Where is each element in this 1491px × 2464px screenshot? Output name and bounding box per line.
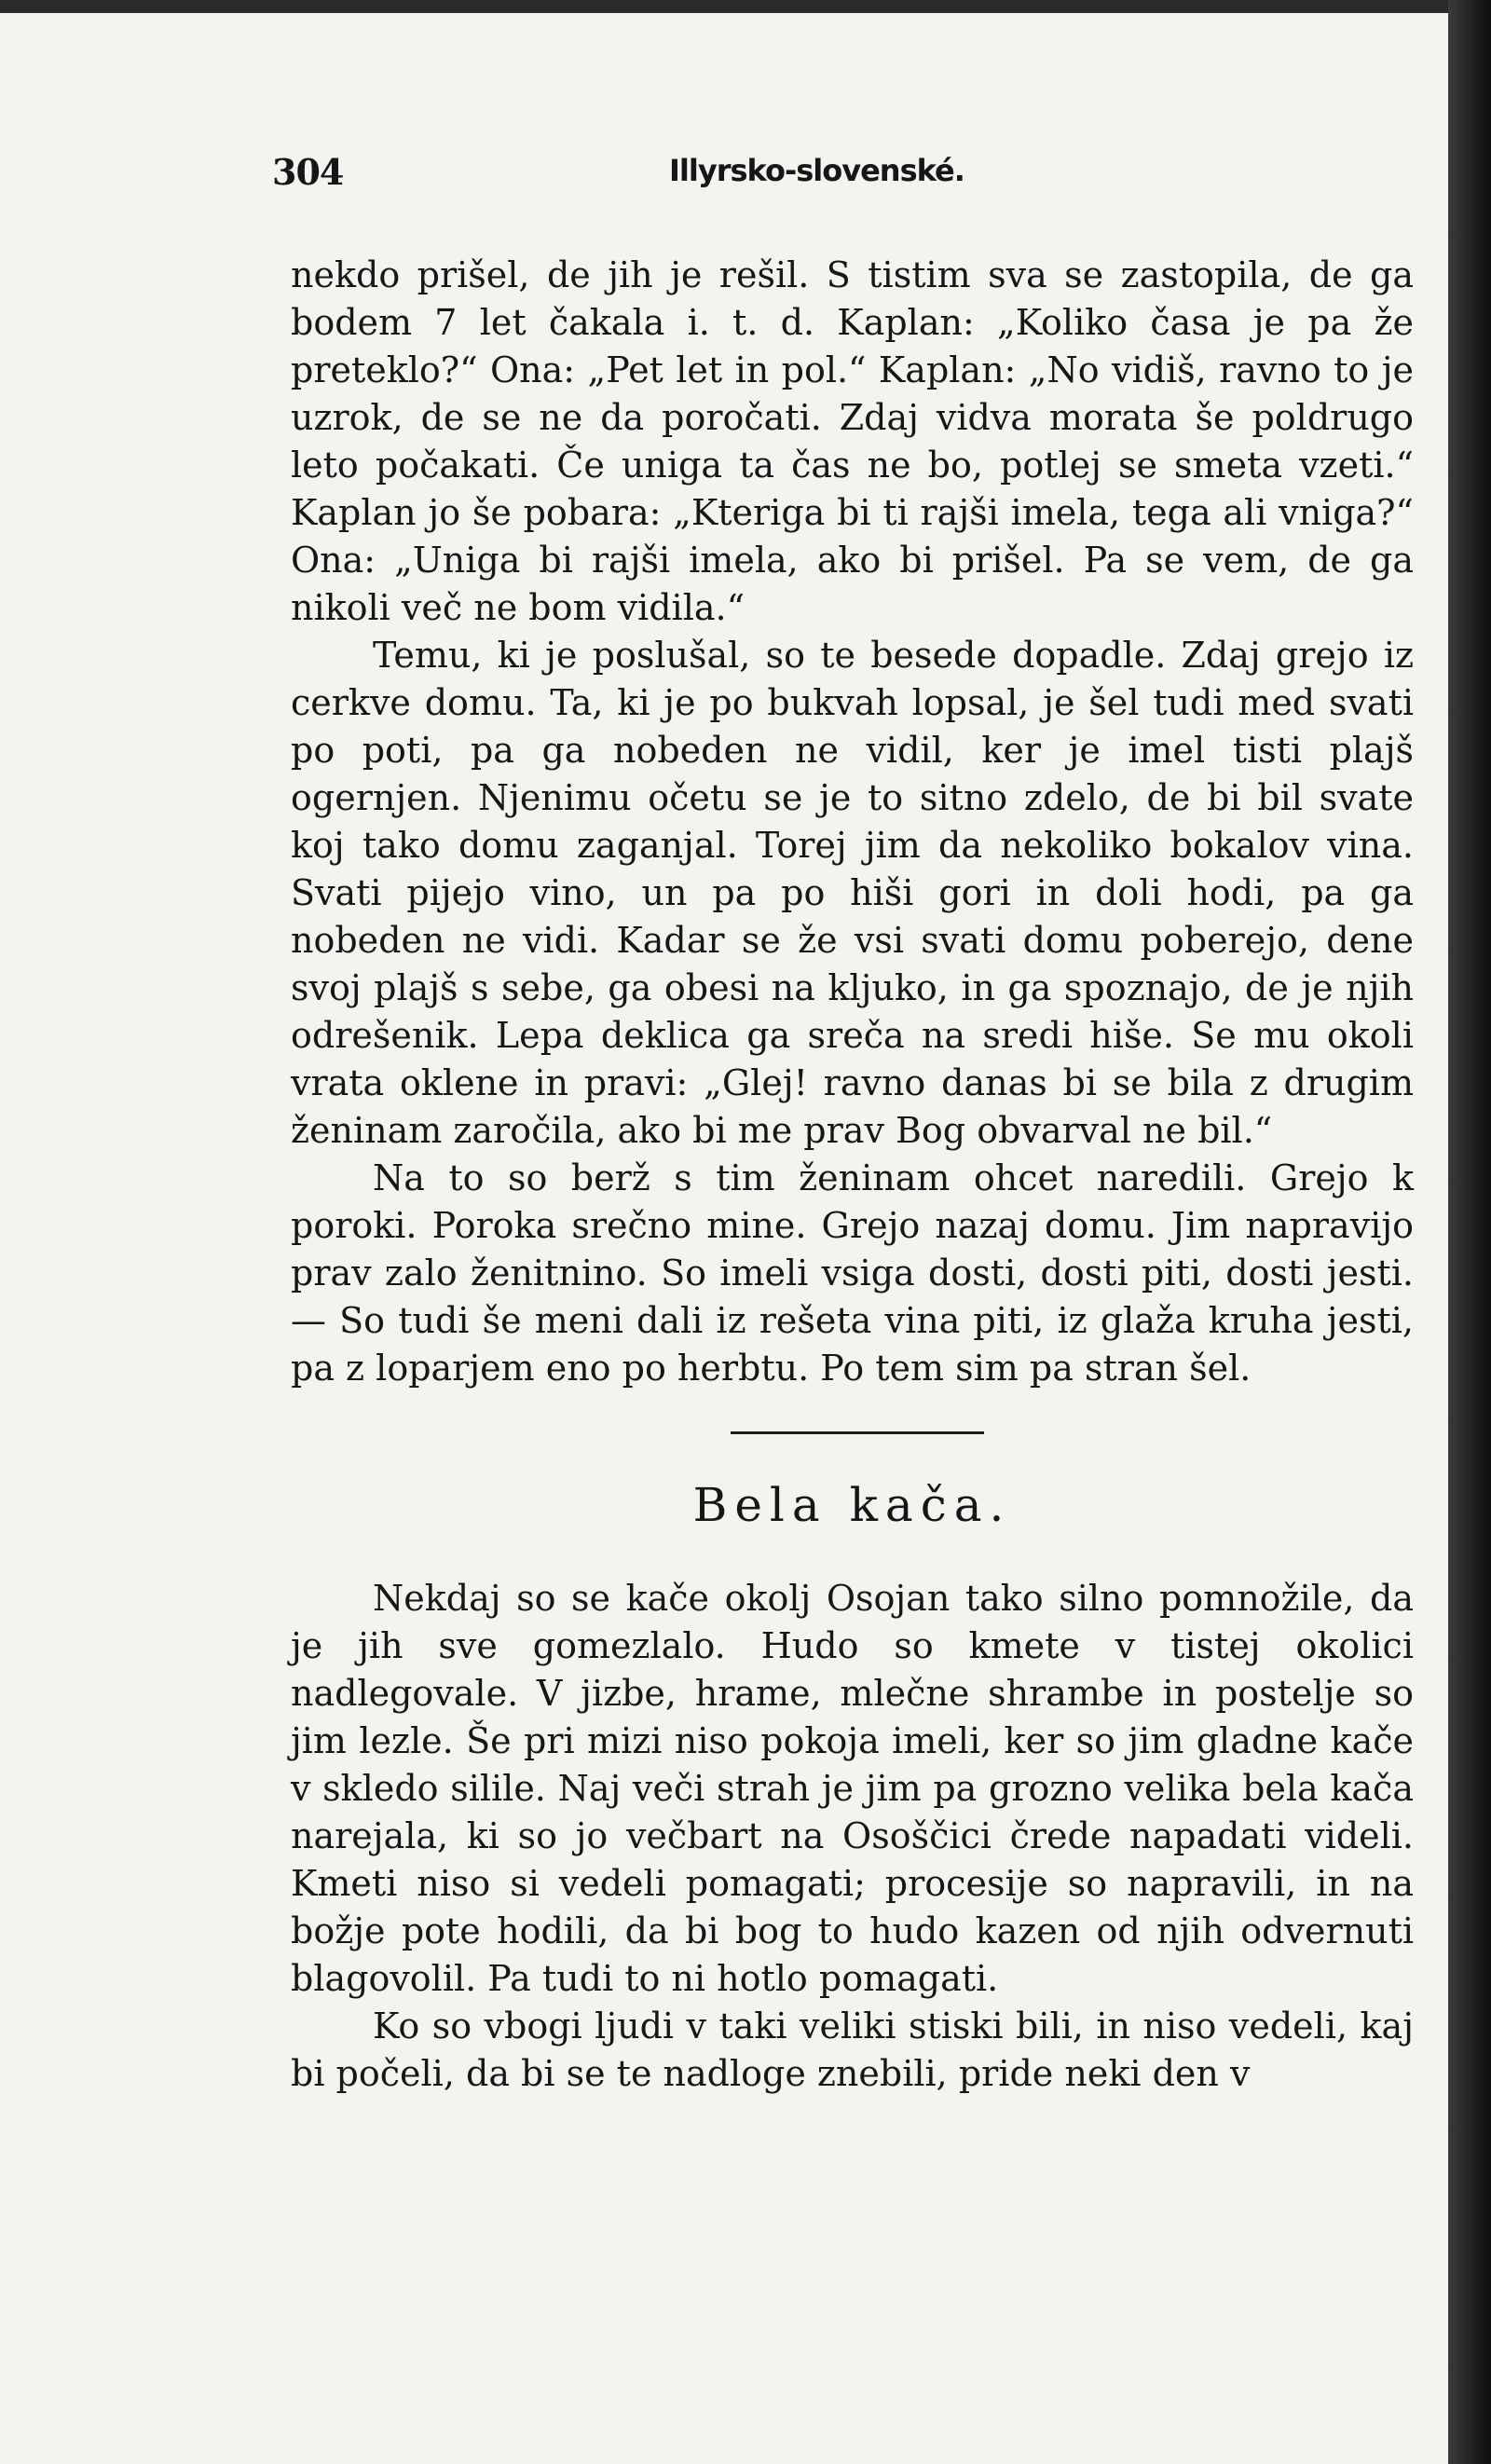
paragraph: nekdo prišel, de jih je rešil. S tistim sva se zastopila, de ga bodem 7 let čakala i. t. d. Kaplan: „Koliko časa je pa že preteklo?“ Ona: „Pet let in pol.“ Kaplan: „No vidiš, ravno to je uzrok, de se ne da poročati. Zdaj vidva morata še poldrugo leto počakati. Če uniga ta čas ne bo, potlej se smeta vzeti.“ Kaplan jo še pobara: „Kteriga bi ti rajši imela, tega ali vniga?“ Ona: „Uniga bi rajši imela, ako bi prišel. Pa se vem, de ga nikoli več ne bom vidila.“: [291, 254, 1414, 628]
section-title: Bela kača.: [692, 1478, 1012, 1532]
paragraph: Ko so vbogi ljudi v taki veliki stiski bili, in niso vedeli, kaj bi počeli, da bi se te nadloge znebili, pride neki den v: [291, 2005, 1414, 2094]
paragraph: Temu, ki je poslušal, so te besede dopadle. Zdaj grejo iz cerkve domu. Ta, ki je po bukvah lopsal, je šel tudi med svati po poti, pa ga nobeden ne vidil, ker je imel tisti plajš ogernjen. Njenimu očetu se je to sitno zdelo, de bi bil svate koj tako domu zaganjal. Torej jim da nekoliko bokalov vina. Svati pijejo vino, un pa po hiši gori in doli hodi, pa ga nobeden ne vidi. Kadar se že vsi svati domu poberejo, dene svoj plajš s sebe, ga obesi na kljuko, in ga spoznajo, de je njih odrešenik. Lepa deklica ga sreča na sredi hiše. Se mu okoli vrata oklene in pravi: „Glej! ravno danas bi se bila z drugim ženinam zaročila, ako bi me prav Bog obvarval ne bil.“: [291, 635, 1414, 1151]
paragraph: Na to so berž s tim ženinam ohcet naredili. Grejo k poroki. Poroka srečno mine. Grejo nazaj domu. Jim napravijo prav zalo ženitnino. So imeli vsiga dosti, dosti piti, dosti jesti. — So tudi še meni dali iz rešeta vina piti, iz glaža kruha jesti, pa z loparjem eno po herbtu. Po tem sim pa stran šel.: [291, 1157, 1414, 1389]
page-number: 304: [272, 151, 344, 193]
paragraph: Nekdaj so se kače okolj Osojan tako silno pomnožile, da je jih sve gomezlalo. Hudo so kmete v tistej okolici nadlegovale. V jizbe, hrame, mlečne shrambe in postelje so jim lezle. Še pri mizi niso pokoja imeli, ker so jim gladne kače v skledo silile. Naj veči strah je jim pa grozno velika bela kača narejala, ki so jo večbart na Osoščici črede napadati videli. Kmeti niso si vedeli pomagati; procesije so napravili, in na božje pote hodili, da bi bog to hudo kazen od njih odvernuti blagovolil. Pa tudi to ni hotlo pomagati.: [291, 1578, 1414, 1999]
scan-top-edge: [0, 0, 1491, 13]
section-divider: [731, 1431, 984, 1434]
scan-right-edge: [1448, 0, 1491, 2464]
page-header: [272, 151, 1418, 207]
story-continuation: [291, 252, 1414, 1392]
story-bela-kaca: [291, 1575, 1414, 2098]
running-head: Illyrsko-slovenské.: [669, 153, 964, 188]
book-page: [0, 13, 1448, 2464]
